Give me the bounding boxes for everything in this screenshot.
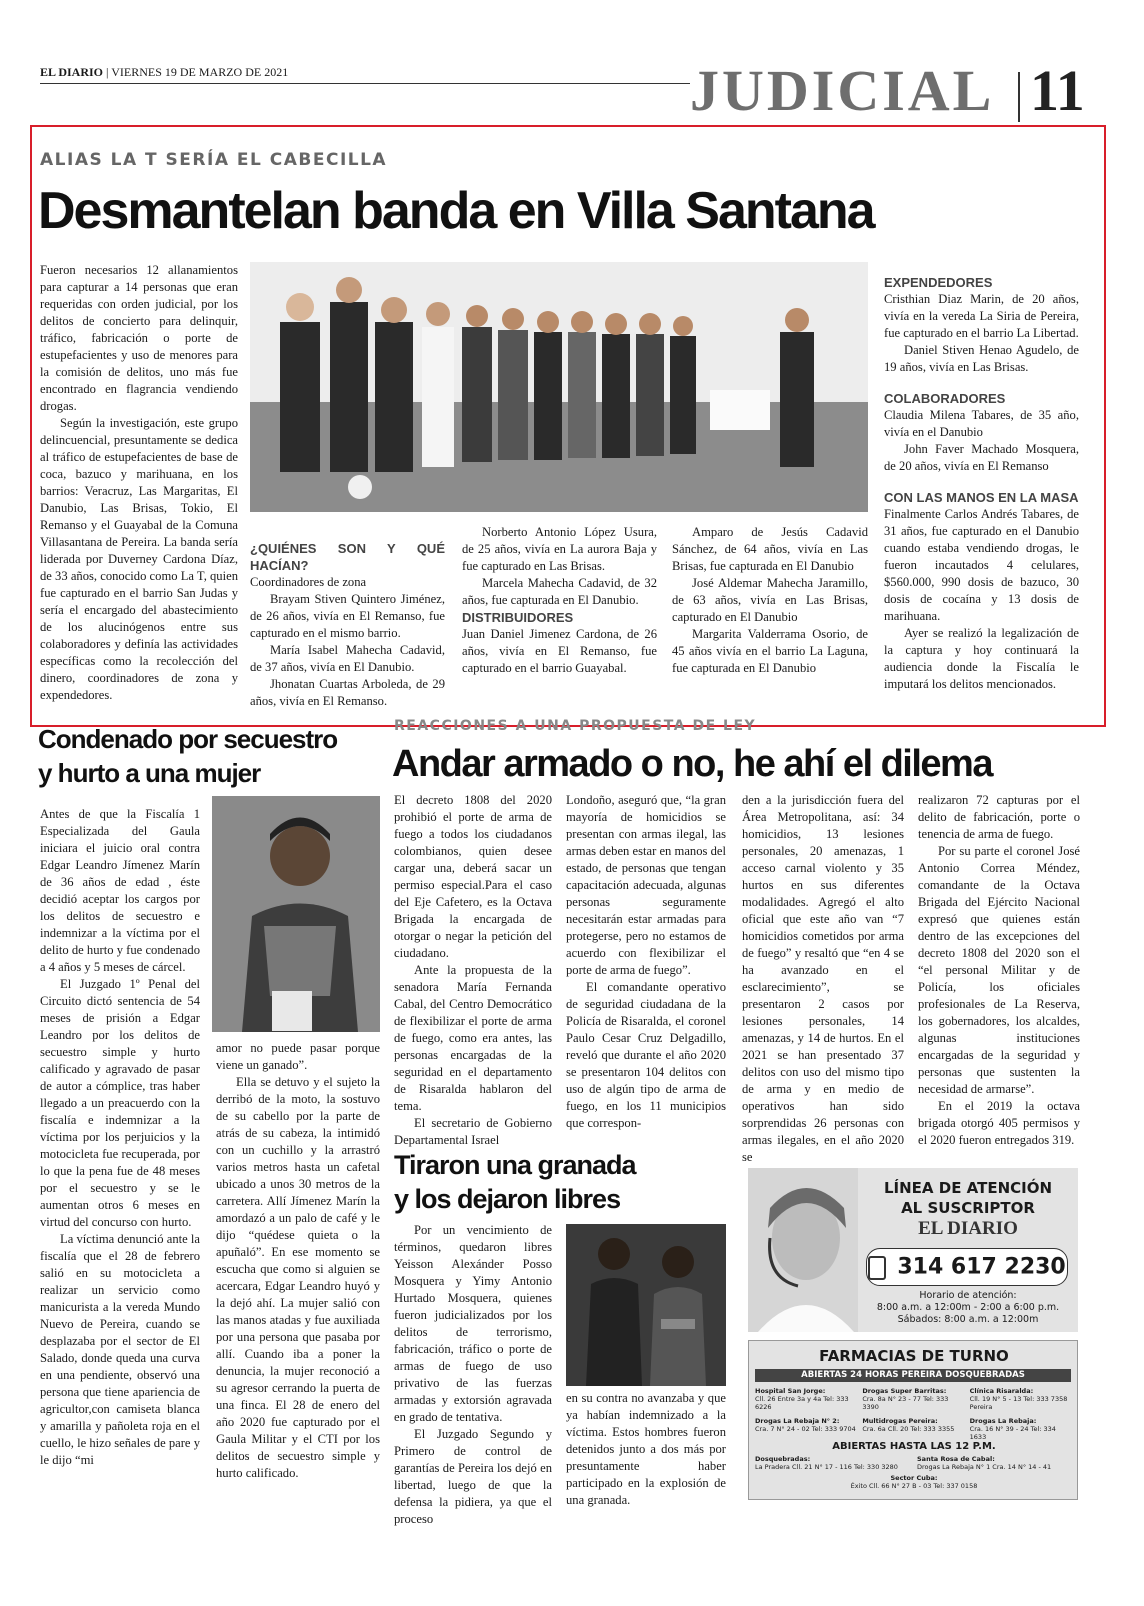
armado-col-4 <box>918 792 1080 1149</box>
page-number: 11 <box>1030 58 1085 123</box>
lead-sidebar <box>884 274 1079 693</box>
lead-headline: Desmantelan banda en Villa Santana <box>38 182 874 240</box>
farmacia-cell: Multidrogas Pereira: Cra. 6a Cll. 20 Tel: 333 3355 <box>862 1417 955 1433</box>
farmacia-cell: Drogas La Rebaja: Cra. 16 N° 39 - 24 Tel: 334 1633 <box>969 1417 1056 1441</box>
secuestro-p5: Ella se detuvo y el sujeto la derribó de la moto, la sostuvo de su cabello por la parte de atrás de su cabeza, la intimidó con un cuchillo y la arrastró varios metros hasta un cafetal ubicado a unos 30 metros de la carretera. Allí Jímenez Marín la amordazó a un palo de café y le dijo “quédese quieta o la apuñaló”. En ese momento se escucha que como si alguien se acercara, Edgar Leandro huyó y la dejó ahí. La mujer salió con las manos atadas y fue auxiliada por una persona que pasaba por allí. Cuando iba a poner la denuncia, la mujer reconoció a su agresor cerrando la puerta de una finca. El 28 de enero del año 2020 fue capturado por el Gaula Militar y el CTI por los delitos de secuestro simple y hurto calificado. <box>216 1075 380 1480</box>
header-divider <box>1018 72 1020 122</box>
secuestro-photo <box>212 796 380 1032</box>
lead-col2-p3: María Isabel Mahecha Cadavid, de 37 años, vivía en El Danubio. <box>250 643 445 674</box>
lead-col-3 <box>462 524 657 677</box>
farmacia-cell: Clínica Risaralda: Cll. 19 N° 5 - 13 Tel: 333 7358 Pereira <box>969 1387 1068 1411</box>
granada-col-2 <box>566 1390 726 1509</box>
farmacia-cell: Hospital San Jorge: Cll. 26 Entre 3a y 4a Tel: 333 6226 <box>755 1387 849 1411</box>
armado-p2: Ante la propuesta de la senadora María Fernanda Cabal, del Centro Democrático de flexibilizar el porte de arma de fuego, como era antes, las personas encargadas de la seguridad en el departamento de Risaralda hablaron del tema. <box>394 963 552 1113</box>
farmacia-bottom-cell: Dosquebradas: La Pradera Cll. 21 N° 17 - 116 Tel: 330 3280 <box>755 1455 898 1471</box>
lead-kicker: ALIAS LA T SERÍA EL CABECILLA <box>40 150 388 170</box>
lead-photo-art <box>250 262 868 512</box>
sidebar-p2: Daniel Stiven Henao Agudelo, de 19 años, vivía en Las Brisas. <box>884 343 1079 374</box>
secuestro-p3: La víctima denunció ante la fiscalía que el 28 de febrero salió en su motocicleta a realizar un servicio como manicurista a la vereda Mundo Nuevo de Pereira, cuando se desplazaba por el sector de El Salado, donde queda una curva en una pendiente, observó una persona que tiene apariencia de agricultor,con camiseta blanca y amarilla y pañoleta roja en el cuello, le hizo señales de pare y le dijo “mi <box>40 1232 200 1467</box>
armado-p9: En el 2019 la octava brigada otorgó 405 permisos y el 2020 fueron entregados 319. <box>918 1099 1080 1147</box>
phone-icon <box>868 1256 886 1280</box>
secuestro-headline-2: y hurto a una mujer <box>38 758 261 788</box>
granada-p1: Por un vencimiento de términos, quedaron libres Yeisson Alexánder Posso Mosquera y Yimy Antonio Hurtado Mosquera, quienes fueron judicializados por los delitos de terrorismo, fabricación, tráfico o porte de armas de fuego de uso privativo de las fuerzas armadas y extorsión agravada en grado de tentativa. <box>394 1223 552 1424</box>
header-rule <box>40 83 690 84</box>
lead-col2-p4: Jhonatan Cuartas Arboleda, de 29 años, vivía en El Remanso. <box>250 677 445 708</box>
farmacia-bottom-cell: Sector Cuba: Éxito Cll. 66 N° 27 B - 03 Tel: 337 0158 <box>850 1474 978 1490</box>
secuestro-col-2 <box>216 1040 380 1482</box>
section-title: JUDICIAL <box>690 58 995 123</box>
secuestro-headline-1: Condenado por secuestro <box>38 724 338 754</box>
farmacias-subtitle: ABIERTAS 24 HORAS PEREIRA DOSQUEBRADAS <box>755 1369 1071 1382</box>
lead-col2-p1: Coordinadores de zona <box>250 575 367 589</box>
ad-line-hours-3: Sábados: 8:00 a.m. a 12:00m <box>897 1314 1039 1325</box>
farmacia-bottom-cell: Santa Rosa de Cabal: Drogas La Rebaja N° 1 Cra. 14 N° 14 - 41 <box>917 1455 1052 1471</box>
secuestro-col-1 <box>40 806 200 1469</box>
granada-p3: en su contra no avanzaba y que ya habían indemnizado a la víctima. Estos hombres fueron detenidos junto a dos más por presuntamente haber participado en la explosión de una granada. <box>566 1391 726 1507</box>
armado-col-2 <box>566 792 726 1132</box>
armado-headline: Andar armado o no, he ahí el dilema <box>392 743 992 785</box>
issue-date: VIERNES 19 DE MARZO DE 2021 <box>111 65 289 79</box>
ad-line-brand: EL DIARIO <box>918 1218 1018 1239</box>
granada-photo-art <box>566 1224 726 1386</box>
lead-col-4 <box>672 524 868 677</box>
ad-line-phone: 314 617 2230 <box>897 1254 1066 1280</box>
lead-col4-p3: Margarita Valderrama Osorio, de 45 años vivía en el barrio La Laguna, fue capturada en El Danubio <box>672 627 868 675</box>
granada-headline <box>394 1148 636 1216</box>
sidebar-p1: Cristhian Diaz Marin, de 20 años, vivía en la vereda La Siria de Pereira, fue capturado en el barrio La Libertad. <box>884 292 1079 340</box>
lead-col3-p3: Juan Daniel Jimenez Cardona, de 26 años, vivía en El Remanso, fue capturado en el barrio Guayabal. <box>462 627 657 675</box>
sidebar-p4: John Faver Machado Mosquera, de 20 años, vivía en El Remanso <box>884 442 1079 473</box>
lead-col-2 <box>250 540 445 710</box>
secuestro-p4: amor no puede pasar porque viene un ganado”. <box>216 1041 380 1072</box>
sidebar-p6: Ayer se realizó la legalización de la captura y hoy continuará la audiencia donde la Fiscalía le imputará los delitos mencionados. <box>884 626 1079 691</box>
lead-col-1 <box>40 262 238 704</box>
sidebar-subhead-colaboradores: COLABORADORES <box>884 391 1006 406</box>
farmacias-title: FARMACIAS DE TURNO <box>819 1347 1009 1365</box>
lead-col2-subhead: ¿QUIÉNES SON Y QUÉ HACÍAN? <box>250 541 445 573</box>
ad-line-hours-1: Horario de atención: <box>919 1290 1017 1301</box>
secuestro-p2: El Juzgado 1º Penal del Circuito dictó sentencia de 54 meses de prisión a Edgar Leandro por los delitos de secuestro simple y hurto calificado y agravado de pasar de autor a cómplice, tras haber llegado a un preacuerdo con la fiscalía e indemnizar a la víctima por los perjuicios y la motocicleta fue recuperada, por lo que la pena fue de 48 meses por el secuestro y se le aumentan otros 6 meses en virtud del concurso con hurto. <box>40 977 200 1229</box>
ad-line-phone-pill <box>866 1248 1068 1286</box>
ad-agent-illustration <box>748 1168 858 1332</box>
lead-col3-p1: Norberto Antonio López Usura, de 25 años, vivía en La aurora Baja y fue capturado en Las Brisas. <box>462 525 657 573</box>
armado-p8: Por su parte el coronel José Antonio Correa Méndez, comandante de la Octava Brigada del Ejército Nacional expresó que quienes están dentro de las excepciones del decreto 1808 del 2020 son el “el personal Militar y de Policía, los oficiales profesionales de La Reserva, los gobernadores, los alcaldes, algunas instituciones encargadas de la seguridad y personas que sustenten la necesidad de armarse”. <box>918 844 1080 1096</box>
lead-col3-p2: Marcela Mahecha Cadavid, de 32 años, fue capturada en El Danubio. <box>462 576 657 607</box>
ad-line-title <box>858 1178 1078 1218</box>
ad-line-hours-2: 8:00 a.m. a 12:00m - 2:00 a 6:00 p.m. <box>876 1302 1060 1313</box>
armado-p7: realizaron 72 capturas por el delito de fabricación, porte o tenencia de arma de fuego. <box>918 793 1080 841</box>
lead-col4-p1: Amparo de Jesús Cadavid Sánchez, de 64 años, vivía en Las Brisas, fue capturada en El Danubio <box>672 525 868 573</box>
lead-photo <box>250 262 868 512</box>
lead-col4-p2: José Aldemar Mahecha Jaramillo, de 63 años, vivía en Las Brisas, capturado en El Danubio <box>672 576 868 624</box>
armado-col-3 <box>742 792 904 1166</box>
sidebar-p3: Claudia Milena Tabares, de 35 año, vivía en el Danubio <box>884 408 1079 439</box>
lead-p1: Fueron necesarios 12 allanamientos para capturar a 14 personas que eran requeridas con orden judicial, por los delitos de concierto para delinquir, tráfico, fabricación o porte de estupefacientes y uso de menores para la comisión de delitos, uno más fue encontrado en flagrancia vendiendo drogas. <box>40 263 238 413</box>
farmacias-subtitle-2: ABIERTAS HASTA LAS 12 P.M. <box>832 1441 996 1452</box>
lead-col3-subhead: DISTRIBUIDORES <box>462 610 574 625</box>
ad-line-title-1: LÍNEA DE ATENCIÓN <box>883 1179 1053 1197</box>
granada-headline-2: y los dejaron libres <box>394 1184 621 1214</box>
secuestro-photo-art <box>212 796 380 1032</box>
ad-farmacias-box <box>748 1340 1078 1500</box>
armado-kicker: REACCIONES A UNA PROPUESTA DE LEY <box>394 718 757 734</box>
granada-headline-1: Tiraron una granada <box>394 1150 636 1180</box>
farmacias-bottom <box>755 1455 1073 1490</box>
sidebar-subhead-manos: CON LAS MANOS EN LA MASA <box>884 490 1079 505</box>
granada-p2: El Juzgado Segundo y Primero de control de garantías de Pereira los dejó en libertad, luego de que la defensa la pidiera, ya que el proceso <box>394 1427 552 1526</box>
ad-line-title-2: AL SUSCRIPTOR <box>901 1199 1035 1217</box>
farmacias-grid <box>755 1387 1073 1441</box>
farmacia-cell: Drogas La Rebaja N° 2: Cra. 7 N° 24 - 02 Tel: 333 9704 <box>755 1417 856 1433</box>
lead-col2-p2: Brayam Stiven Quintero Jiménez, de 26 años, vivía en El Remanso, fue capturado en el mismo barrio. <box>250 592 445 640</box>
ad-line-hours <box>858 1290 1078 1326</box>
sidebar-subhead-expendedores: EXPENDEDORES <box>884 275 993 290</box>
secuestro-p1: Antes de que la Fiscalía 1 Especializada del Gaula iniciara el juicio oral contra Edgar Leandro Jímenez Marín de 36 años de edad , éste decidió aceptar los cargos por los delitos de secuestro e indemnizar a la víctima por el delito de hurto y fue condenado a 4 años y 5 meses de cárcel. <box>40 807 200 974</box>
armado-p6: den a la jurisdicción fuera del Área Metropolitana, así: 34 homicidios, 13 lesiones personales, 20 amenazas, 1 acceso carnal violento y 35 hurtos en sus diferentes modalidades. Agregó el alto oficial que este año van “7 homicidios cometidos por arma de fuego” y resaltó que “en 4 se ha avanzado en el esclarecimiento”, se presentaron 2 casos por lesiones personales, 14 amenazas, y 14 de hurtos. En el 2021 se han presentado 37 delitos con uso del mismo tipo de arma y en medio de operativos han sido sorprendidas 26 personas con armas ilegales, en el año 2020 se <box>742 793 904 1164</box>
lead-p2: Según la investigación, este grupo delincuencial, presuntamente se dedica al tráfico de estupefacientes de base de coca, bazuco y marihuana, en los barrios: Veracruz, Las Margaritas, El Danubio, Las Brisas, Tokio, El Remanso y el Guayabal de la Comuna Villasantana de Pereira. La banda sería liderada por Duverney Cardona Díaz, de 33 años, conocido como La T, quien fue capturado en el barrio San Judas y sería el encargado del abastecimiento de los alucinógenos entre sus colaboradores y definía las actividades específicas como la recolección del dinero, coordinadores de zona y expendedores. <box>40 416 238 702</box>
armado-p3: El secretario de Gobierno Departamental Israel <box>394 1116 552 1147</box>
farmacia-cell: Drogas Super Barritas: Cra. 8a N° 23 - 77 Tel: 333 3390 <box>862 1387 949 1411</box>
sidebar-p5: Finalmente Carlos Andrés Tabares, de 31 años, fue capturado en el Danubio cuando estaba vendiendo drogas, le fueron incautados 4 celulares, $560.000, 990 dosis de bazuco, 30 dosis de cocaína y 13 dosis de marihuana. <box>884 507 1079 623</box>
armado-col-1 <box>394 792 552 1149</box>
armado-p4: Londoño, aseguró que, “la gran mayoría de homicidios se presentan con armas ilegal, las armas deben estar en manos del estado, de personas que tengan capacitación adecuada, algunas personas seguramente necesitarán estar armadas para protegerse, pero no estamos de acuerdo con flexibilizar el porte de arma de fuego”. <box>566 793 726 977</box>
granada-col-1 <box>394 1222 552 1528</box>
ad-line-box <box>748 1168 1078 1332</box>
masthead-line: EL DIARIO | VIERNES 19 DE MARZO DE 2021 <box>40 65 289 79</box>
armado-p5: El comandante operativo de seguridad ciudadana de la Policía de Risaralda, el coronel Paulo Cesar Cruz Delgadillo, reveló que durante el año 2020 se presentaron 104 delitos con uso de algún tipo de arma de fuego, en los 11 municipios que correspon- <box>566 980 726 1130</box>
paper-name: EL DIARIO <box>40 65 104 79</box>
granada-photo <box>566 1224 726 1386</box>
armado-p1: El decreto 1808 del 2020 prohibió el porte de arma de fuego a todos los ciudadanos colombianos, quien desee cargar una, deberá sacar un permiso especial.Para el caso del Eje Cafetero, es la Octava Brigada la encargada de otorgar o negar la petición del ciudadano. <box>394 793 552 960</box>
secuestro-headline <box>38 722 337 790</box>
